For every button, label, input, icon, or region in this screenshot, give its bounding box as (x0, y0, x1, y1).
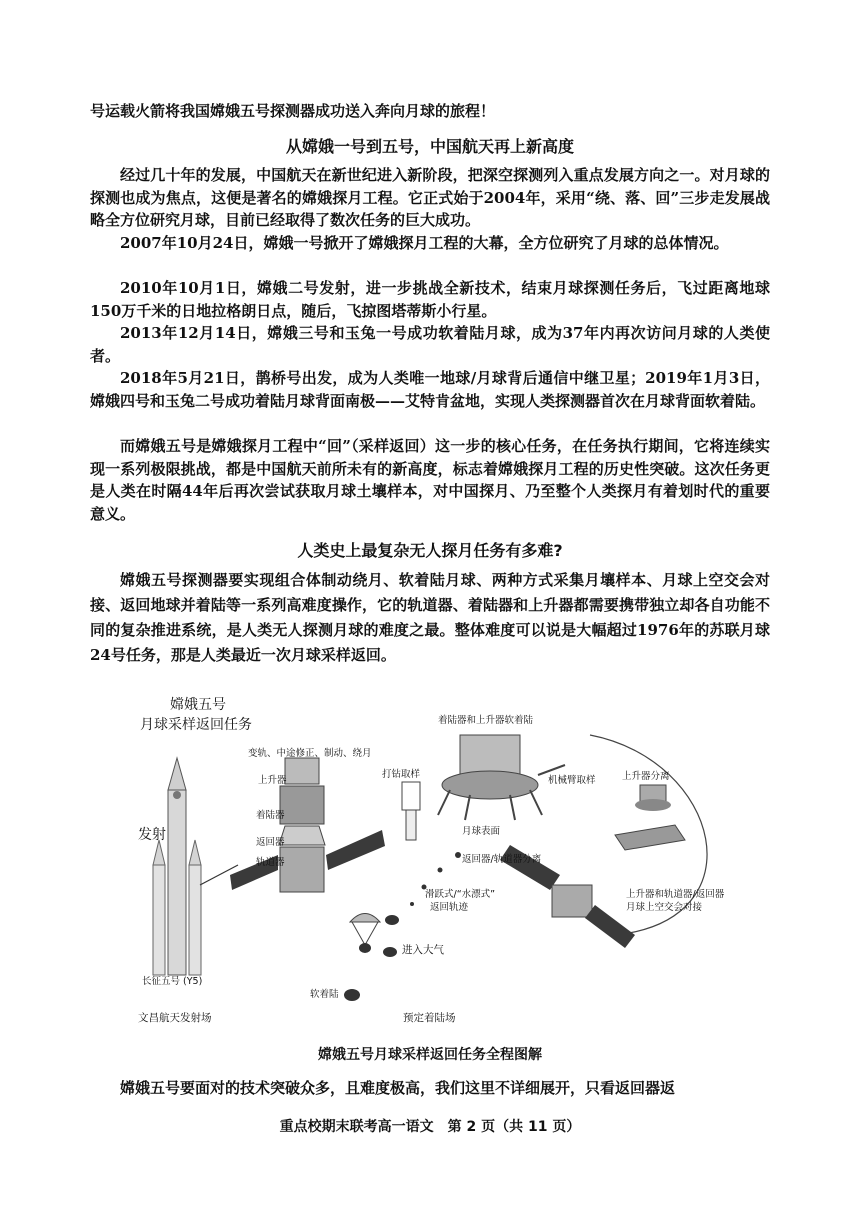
spacecraft-stack-icon (230, 758, 385, 892)
label-surface: 月球表面 (462, 826, 501, 837)
label-ascender-sep: 上升器分离 (622, 771, 670, 782)
rocket-icon (153, 758, 201, 975)
reentry-capsule-icon (383, 947, 397, 957)
label-separation: 返回器/轨道器分离 (462, 854, 542, 865)
label-reentry: 进入大气 (402, 944, 444, 956)
landed-capsule-icon (344, 989, 360, 1001)
drill-icon (402, 782, 420, 840)
label-arm: 机械臂取样 (548, 775, 596, 786)
label-launch: 发射 (138, 827, 166, 843)
label-soft-landing-top: 着陆器和上升器软着陆 (438, 715, 534, 726)
label-drill: 打钻取样 (382, 769, 421, 780)
mission-diagram-graphic (120, 690, 740, 1035)
figure-caption: 嫦娥五号月球采样返回任务全程图解 (318, 1047, 542, 1063)
paragraph-change1: 2007年10月24日，嫦娥一号掀开了嫦娥探月工程的大幕，全方位研究了月球的总体情况。 (120, 234, 729, 252)
label-skip2: 返回轨迹 (430, 902, 469, 913)
section-heading-1: 从嫦娥一号到五号，中国航天再上新高度 (285, 137, 574, 156)
label-lander: 着陆器 (256, 810, 285, 821)
parachute-icon (350, 914, 380, 954)
label-orbiter: 轨道器 (256, 857, 285, 868)
paragraph-difficulty: 嫦娥五号探测器要实现组合体制动绕月、软着陆月球、两种方式采集月壤样本、月球上空交会对接、返回地球并着陆等一系列高难度操作，它的轨道器、着陆器和上升器都需要携带独立却各自功能不同的复杂推进系统，是人类无人探测月球的难度之最。整体难度可以说是大幅超过1976年的苏联月球24号任务，那是人类最近一次月球采样返回。 (90, 571, 770, 664)
section-heading-2: 人类史上最复杂无人探月任务有多难? (297, 541, 563, 560)
label-rocket: 长征五号 (Y5) (142, 976, 203, 987)
label-orbit-ops: 变轨、中途修正、制动、绕月 (248, 748, 372, 759)
paragraph-change2: 2010年10月1日，嫦娥二号发射，进一步挑战全新技术，结束月球探测任务后，飞过距离地球150万千米的日地拉格朗日点，随后，飞掠图塔蒂斯小行星。 (90, 279, 770, 320)
mission-diagram (120, 690, 740, 1035)
label-soft-landing: 软着陆 (310, 989, 339, 1000)
lander-icon (438, 735, 565, 820)
label-ascender: 上升器 (258, 775, 287, 786)
paragraph-change3: 2013年12月14日，嫦娥三号和玉兔一号成功软着陆月球，成为37年内再次访问月球的人类使者。 (90, 324, 770, 365)
paragraph-change4: 2018年5月21日，鹊桥号出发，成为人类唯一地球/月球背后通信中继卫星；2019年1月3日，嫦娥四号和玉兔二号成功着陆月球背面南极——艾特肯盆地，实现人类探测器首次在月球背面软着陆。 (90, 369, 770, 410)
diagram-title-line1: 嫦娥五号 (170, 697, 226, 713)
paragraph-overview: 经过几十年的发展，中国航天在新世纪进入新阶段，把深空探测列入重点发展方向之一。对月球的探测也成为焦点，这便是著名的嫦娥探月工程。它正式始于2004年，采用“绕、落、回”三步走发展战略全方位研究月球，目前已经取得了数次任务的巨大成功。 (90, 166, 770, 229)
page-footer: 重点校期末联考高一语文 第 2 页（共 11 页） (279, 1119, 581, 1135)
label-skip: 滑跃式/“水漂式” (425, 889, 496, 900)
ascender-separation-icon (615, 785, 685, 850)
bottom-line: 嫦娥五号要面对的技术突破众多，且难度极高，我们这里不详细展开，只看返回器返 (120, 1079, 676, 1097)
label-launch-site: 文昌航天发射场 (138, 1012, 212, 1024)
label-returner: 返回器 (256, 837, 285, 848)
continued-line: 号运载火箭将我国嫦娥五号探测器成功送入奔向月球的旅程！ (90, 102, 496, 120)
label-rendezvous1: 上升器和轨道器/返回器 (626, 889, 725, 900)
paragraph-change5: 而嫦娥五号是嫦娥探月工程中“回”（采样返回）这一步的核心任务，在任务执行期间，它将连续实现一系列极限挑战，都是中国航天前所未有的新高度，标志着嫦娥探月工程的历史性突破。这次任务更是人类在时隔44年后再次尝试获取月球土壤样本，对中国探月、乃至整个人类探月有着划时代的重要意义。 (90, 437, 770, 523)
diagram-title-line2: 月球采样返回任务 (140, 717, 252, 733)
label-rendezvous2: 月球上空交会对接 (626, 902, 703, 913)
label-landing-site: 预定着陆场 (403, 1012, 456, 1024)
